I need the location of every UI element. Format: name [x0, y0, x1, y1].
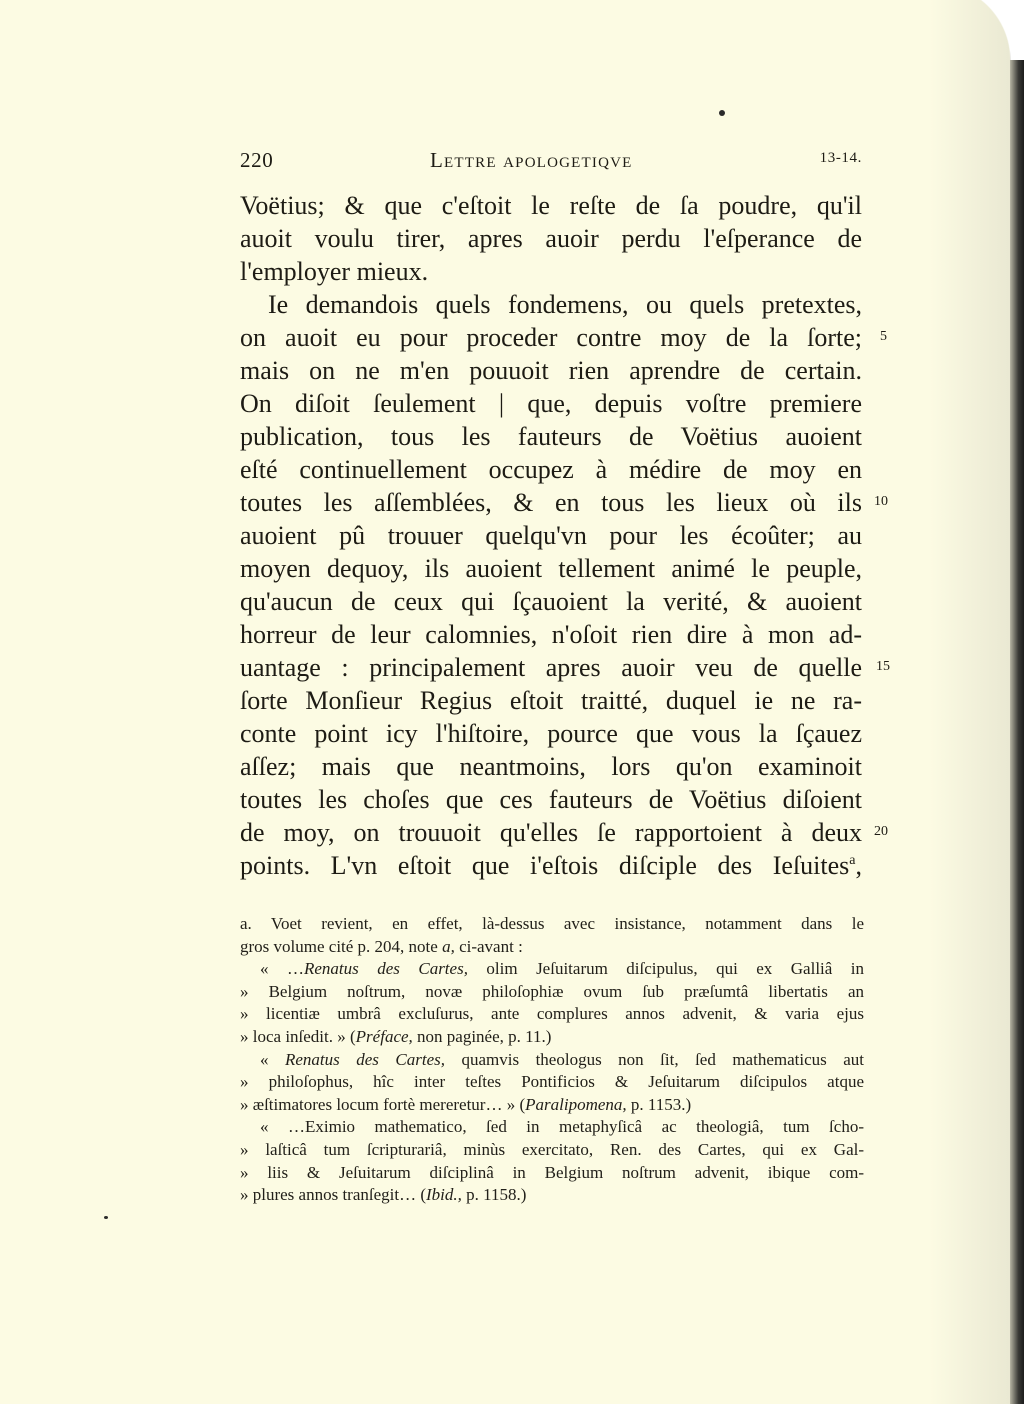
text-line: horreur de leur calomnies, n'oſoit rien dire à mon ad-: [240, 620, 862, 649]
page-corner: [934, 0, 1024, 60]
text-line: on auoit eu pour proceder contre moy de la ſorte;: [240, 323, 862, 352]
page-number: 220: [240, 148, 274, 172]
text-line: l'employer mieux.: [240, 257, 429, 286]
footnote-text: « …: [260, 959, 304, 979]
footnote-line: a. Voet revient, en effet, là-dessus avec insistance, notamment dans le: [240, 914, 864, 933]
footnote-italic: Ibid.,: [426, 1185, 462, 1205]
running-title: Lettre apologetiqve: [430, 148, 633, 172]
text-line: auoit voulu tirer, apres auoir perdu l'eſperance de: [240, 224, 862, 253]
footnote-line: [240, 1026, 864, 1049]
footnote-line: [240, 958, 864, 981]
running-head: [240, 148, 862, 176]
page-edge-binding: [1010, 0, 1024, 1404]
text-line: toutes les aſſemblées, & en tous les lieux où ils: [240, 488, 862, 517]
footnote-text: olim Jeſuitarum diſcipulus, qui ex Galliâ in: [467, 959, 865, 979]
footnote-text: » æſtimatores locum fortè mereretur… » (: [240, 1094, 526, 1114]
footnote-line: [240, 1094, 864, 1117]
footnote-text: » plures annos tranſegit… (: [240, 1185, 427, 1205]
text-line: Voëtius; & que c'eſtoit le reſte de ſa poudre, qu'il: [240, 191, 862, 220]
footnote-text: » loca inſedit. » (: [240, 1026, 356, 1046]
text-line: eſté continuellement occupez à médire de moy en: [240, 455, 862, 484]
ink-speck: [719, 110, 725, 116]
text-line: uantage : principalement apres auoir veu de quelle: [240, 653, 862, 682]
footnote-line: [240, 1184, 864, 1207]
footnote-marker: a: [849, 853, 856, 868]
footnote-line: » licentiæ umbrâ excluſurus, ante complures annos advenit, & varia ejus: [240, 1004, 864, 1024]
footnote-line: » Belgium noſtrum, novæ philoſophiæ ovum ſub præſumtâ libertatis an: [240, 981, 864, 1001]
text-line: On diſoit ſeulement | que, depuis voſtre premiere: [240, 389, 862, 418]
footnote-text: quamvis theologus non ſit, ſed mathematicus aut: [445, 1049, 864, 1069]
footnote-text: gros volume cité p. 204, note: [240, 936, 443, 956]
footnote-italic: a,: [442, 936, 455, 956]
text-line: aſſez; mais que neantmoins, lors qu'on examinoit: [240, 752, 862, 781]
footnote-line: [240, 1049, 864, 1072]
footnote-text: ci-avant :: [454, 936, 523, 956]
footnote-text: non paginée, p. 11.): [412, 1026, 552, 1046]
text-line-content: points. L'vn eſtoit que i'eſtois diſciple des Ieſuites: [240, 851, 850, 880]
footnote-line: « …Eximio mathematico, ſed in metaphyſicâ ac theologiâ, tum ſcho-: [260, 1117, 864, 1137]
footnote-line: » liis & Jeſuitarum diſciplinâ in Belgium noſtrum advenit, ibique com-: [240, 1162, 864, 1182]
footnote-line: [240, 936, 864, 959]
text-line-with-footnote: [240, 849, 862, 882]
footnote-italic: Préface,: [355, 1026, 413, 1046]
text-line: toutes les choſes que ces fauteurs de Voëtius diſoient: [240, 785, 862, 814]
footnote-italic: Paralipomena,: [525, 1094, 627, 1114]
text-line: de moy, on trouuoit qu'elles ſe rapportoient à deux: [240, 818, 862, 847]
footnote-text: p. 1153.): [626, 1094, 692, 1114]
main-text: [240, 189, 862, 882]
footnote-italic: Renatus des Cartes,: [303, 959, 468, 979]
line-number: 15: [876, 659, 890, 674]
text-line: Ie demandois quels fondemens, ou quels pretextes,: [268, 290, 862, 319]
footnote-line: » laſticâ tum ſcripturariâ, minùs exercitato, Ren. des Cartes, qui ex Gal-: [240, 1139, 864, 1159]
text-line: publication, tous les fauteurs de Voëtius auoient: [240, 422, 862, 451]
line-number: 20: [874, 824, 888, 839]
line-number: 5: [880, 329, 887, 344]
line-end-punct: ,: [855, 851, 862, 880]
text-line: mais on ne m'en pouuoit rien aprendre de certain.: [240, 356, 862, 385]
text-line: qu'aucun de ceux qui ſçauoient la verité, & auoient: [240, 587, 862, 616]
text-line: auoient pû trouuer quelqu'vn pour les écoûter; au: [240, 521, 862, 550]
ink-speck: [104, 1216, 108, 1219]
page-edge-shadow: [930, 0, 1010, 1404]
page-reference: 13-14.: [819, 150, 862, 166]
footnote-text: «: [260, 1049, 285, 1069]
text-line: conte point icy l'hiſtoire, pource que vous la ſçauez: [240, 719, 862, 748]
footnote-line: » philoſophus, hîc inter teſtes Pontificios & Jeſuitarum diſcipulos atque: [240, 1072, 864, 1092]
footnotes: [240, 913, 864, 1207]
line-number: 10: [874, 494, 888, 509]
footnote-italic: Renatus des Cartes,: [285, 1049, 445, 1069]
text-line: moyen dequoy, ils auoient tellement animé le peuple,: [240, 554, 862, 583]
footnote-text: p. 1158.): [461, 1185, 527, 1205]
text-line: ſorte Monſieur Regius eſtoit traitté, duquel ie ne ra-: [240, 686, 862, 715]
